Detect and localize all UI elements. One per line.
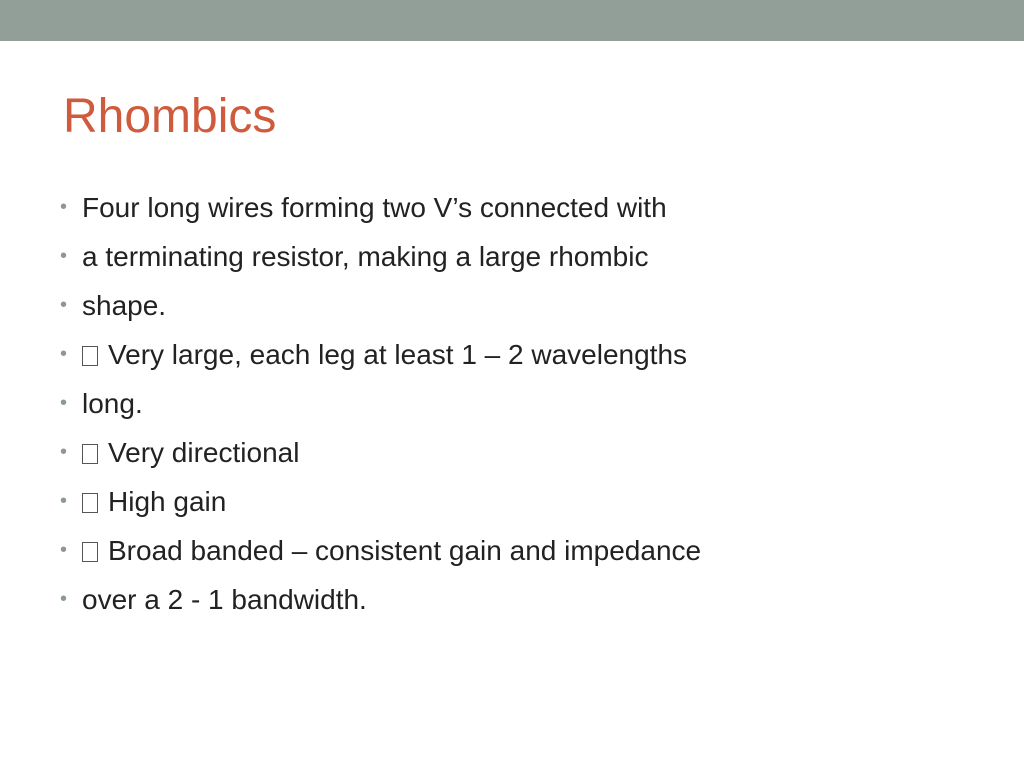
- missing-glyph-icon: [82, 542, 98, 562]
- missing-glyph-icon: [82, 444, 98, 464]
- bullet-text: Broad banded – consistent gain and impedance: [108, 535, 702, 566]
- bullet-dot-icon: •: [60, 588, 68, 610]
- bullet-text: shape.: [82, 290, 167, 321]
- bullet-dot-icon: •: [60, 245, 68, 267]
- bullet-text: Very directional: [108, 437, 300, 468]
- bullet-text: Four long wires forming two V’s connected with: [82, 192, 667, 223]
- bullet-text: High gain: [108, 486, 227, 517]
- top-color-band: [0, 0, 1024, 41]
- bullet-list: [60, 183, 701, 624]
- bullet-dot-icon: •: [60, 441, 68, 463]
- missing-glyph-icon: [82, 346, 98, 366]
- bullet-dot-icon: •: [60, 196, 68, 218]
- bullet-item: [60, 428, 701, 477]
- bullet-item: [60, 575, 701, 624]
- bullet-item: [60, 232, 701, 281]
- bullet-item: [60, 183, 701, 232]
- bullet-dot-icon: •: [60, 539, 68, 561]
- bullet-dot-icon: •: [60, 392, 68, 414]
- bullet-dot-icon: •: [60, 294, 68, 316]
- bullet-dot-icon: •: [60, 490, 68, 512]
- bullet-text: over a 2 - 1 bandwidth.: [82, 584, 367, 615]
- missing-glyph-icon: [82, 493, 98, 513]
- bullet-item: [60, 526, 701, 575]
- slide-title: Rhombics: [63, 90, 277, 143]
- bullet-item: [60, 330, 701, 379]
- bullet-item: [60, 379, 701, 428]
- bullet-item: [60, 281, 701, 330]
- bullet-item: [60, 477, 701, 526]
- bullet-text: Very large, each leg at least 1 – 2 wavelengths: [108, 339, 688, 370]
- bullet-dot-icon: •: [60, 343, 68, 365]
- bullet-text: long.: [82, 388, 143, 419]
- bullet-text: a terminating resistor, making a large rhombic: [82, 241, 649, 272]
